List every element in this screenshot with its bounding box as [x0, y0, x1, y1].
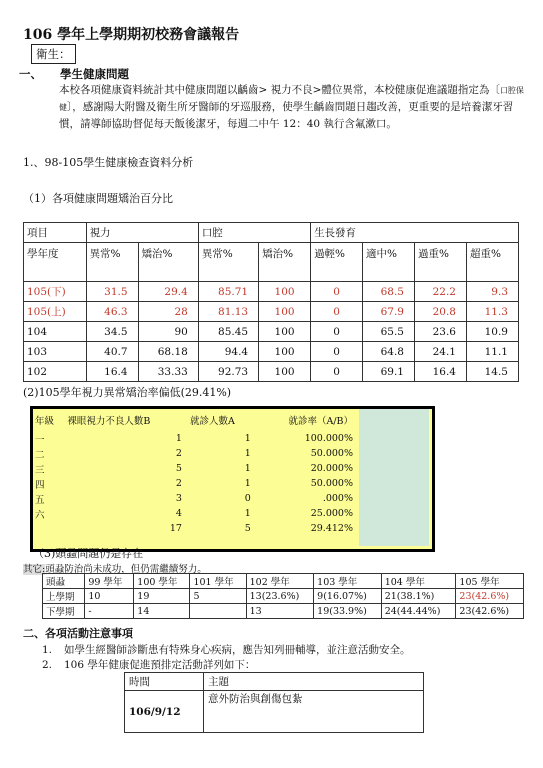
table-header: 異常%	[198, 243, 258, 282]
table-header: 103 學年	[314, 574, 382, 589]
list-text: 如學生經醫師診斷患有特殊身心疾病，應告知列冊輔導，並注意活動安全。	[64, 644, 411, 656]
list-text: 106 學年健康促進預排定活動詳列如下：	[64, 659, 256, 671]
table-cell: 2	[175, 448, 182, 459]
table-header: 時間	[125, 673, 204, 691]
table-row	[33, 476, 359, 491]
table-header: 適中%	[363, 243, 415, 282]
table-cell: 5	[190, 589, 246, 604]
table-cell: 105(下)	[24, 282, 87, 302]
table-header: 過重%	[415, 243, 467, 282]
table-cell: 0	[311, 362, 363, 382]
table-cell: 23(42.6%)	[456, 589, 524, 604]
table-row	[33, 491, 359, 506]
list-item	[42, 657, 255, 672]
table-header: 102 學年	[246, 574, 314, 589]
table-cell: 106/9/12	[125, 691, 204, 733]
table-row	[125, 691, 424, 733]
table-cell: 64.8	[363, 342, 415, 362]
table-row	[24, 302, 519, 322]
paragraph-text-1: 本校各項健康資料統計其中健康問題以齲齒> 視力不良>體位異常，本校健康促進議題指定為〔	[59, 84, 500, 96]
table-header: 104 學年	[381, 574, 456, 589]
table-cell: 28	[138, 302, 198, 322]
table-row	[33, 446, 359, 461]
table-cell: 1	[244, 433, 251, 444]
table-cell: 4	[175, 508, 182, 519]
vision-table	[33, 409, 359, 536]
table-cell	[190, 604, 246, 619]
table-header: 視力	[86, 223, 198, 243]
table-cell: 四	[35, 479, 45, 491]
table-cell: 22.2	[415, 282, 467, 302]
table-cell: 100	[259, 342, 311, 362]
table-header: 異常%	[86, 243, 138, 282]
table-header: 年級	[35, 416, 55, 427]
table-cell: 5	[244, 523, 251, 534]
table-cell: -	[85, 604, 134, 619]
table-cell: 9(16.07%)	[314, 589, 382, 604]
table-cell: 100	[259, 362, 311, 382]
table-cell	[33, 521, 65, 536]
table-header: 超重%	[466, 243, 518, 282]
table-cell: 0	[311, 342, 363, 362]
table-cell: 0	[311, 302, 363, 322]
table-header: 101 學年	[190, 574, 246, 589]
table-cell: 50.000%	[310, 448, 353, 459]
table-header: 項目	[24, 223, 87, 243]
table-cell: 上學期	[43, 589, 85, 604]
table-cell: 85.71	[198, 282, 258, 302]
table-cell: 1	[244, 508, 251, 519]
table-cell: 16.4	[415, 362, 467, 382]
table-cell: 94.4	[198, 342, 258, 362]
table-header: 矯治%	[259, 243, 311, 282]
table-cell: 19	[134, 589, 190, 604]
table-cell: 50.000%	[310, 478, 353, 489]
table-cell: 10	[85, 589, 134, 604]
table-row	[24, 362, 519, 382]
table-cell: 23.6	[415, 322, 467, 342]
table-cell: 85.45	[198, 322, 258, 342]
table-cell: 下學期	[43, 604, 85, 619]
list-item	[42, 642, 411, 657]
section-1-number: 一、	[19, 67, 42, 81]
table-row	[24, 322, 519, 342]
table-header: 學年度	[24, 243, 87, 282]
table-cell: 24.1	[415, 342, 467, 362]
paragraph-small-text: 口腔保健	[59, 86, 524, 112]
table-cell: 三	[35, 464, 45, 476]
table-header: 過輕%	[311, 243, 363, 282]
table-row	[33, 461, 359, 476]
table-cell: 六	[35, 509, 45, 521]
table-header: 主題	[204, 673, 424, 691]
table-row	[43, 589, 524, 604]
table-cell: 33.33	[138, 362, 198, 382]
table-cell: 20.000%	[310, 463, 353, 474]
table-row	[33, 521, 359, 536]
subheading-lice: （3)頭蝨問題仍是存在	[33, 547, 144, 560]
table-cell: 13(23.6%)	[246, 589, 314, 604]
vision-table-side-panel	[359, 409, 429, 546]
table-cell: 13	[246, 604, 314, 619]
table-cell: 9.3	[466, 282, 518, 302]
health-table	[23, 222, 519, 382]
table-cell: 意外防治與創傷包紮	[204, 691, 424, 733]
table-row	[33, 431, 359, 446]
table-cell: 21(38.1%)	[381, 589, 456, 604]
paragraph-text-2: 〕，感謝陽大附醫及衛生所牙醫師的牙巡服務，使學生齲齒問題日趨改善，更重要的是培養潔牙習慣，請導師協助督促每天飯後潔牙，每週二中午 12：40 執行含氟漱口。	[59, 101, 514, 130]
table-cell: 14.5	[466, 362, 518, 382]
table-cell: 5	[175, 463, 182, 474]
table-cell: 10.9	[466, 322, 518, 342]
table-cell: 3	[175, 493, 182, 504]
table-cell: 92.73	[198, 362, 258, 382]
table-cell: 65.5	[363, 322, 415, 342]
table-header: 99 學年	[85, 574, 134, 589]
table-header: 100 學年	[134, 574, 190, 589]
table-header: 矯治%	[138, 243, 198, 282]
table-header: 105 學年	[456, 574, 524, 589]
section-1-heading	[19, 66, 129, 82]
table-cell: 1	[175, 433, 182, 444]
table-cell: 1	[244, 478, 251, 489]
table-cell: 25.000%	[310, 508, 353, 519]
other-text: 頭蝨防治尚未成功，但仍需繼續努力。	[45, 564, 207, 575]
table-cell: 29.4	[138, 282, 198, 302]
table-header: 就診人數A	[189, 416, 235, 427]
list-number: 2.	[42, 659, 53, 671]
table-header: 生長發育	[311, 223, 519, 243]
subheading-analysis: 1.、98-105學生健康檢查資料分析	[23, 156, 194, 169]
table-cell: 90	[138, 322, 198, 342]
section-1-title: 學生健康問題	[60, 67, 130, 81]
table-row	[43, 604, 524, 619]
table-row	[24, 342, 519, 362]
table-cell: 11.3	[466, 302, 518, 322]
table-cell: 29.412%	[310, 523, 353, 534]
table-cell: 69.1	[363, 362, 415, 382]
table-cell: 46.3	[86, 302, 138, 322]
table-cell: 100.000%	[304, 433, 353, 444]
table-cell: 0	[311, 282, 363, 302]
table-cell: 0	[311, 322, 363, 342]
table-row	[24, 282, 519, 302]
table-row	[33, 506, 359, 521]
table-cell: 105(上)	[24, 302, 87, 322]
table-cell: 102	[24, 362, 87, 382]
table-cell: 1	[244, 463, 251, 474]
subheading-percentages: （1）各項健康問題矯治百分比	[23, 192, 173, 205]
page-title: 106 學年上學期期初校務會議報告	[23, 27, 240, 43]
table-cell: 20.8	[415, 302, 467, 322]
table-header: 裸眼視力不良人數B	[67, 416, 151, 427]
section-2-heading: 二、各項活動注意事項	[23, 627, 133, 640]
table-cell: 68.5	[363, 282, 415, 302]
table-cell: 100	[259, 322, 311, 342]
table-cell: 14	[134, 604, 190, 619]
table-cell: 0	[244, 493, 251, 504]
table-cell: 100	[259, 282, 311, 302]
lice-table	[42, 573, 524, 619]
table-cell: .000%	[322, 493, 353, 504]
table-cell: 23(42.6%)	[456, 604, 524, 619]
table-cell: 一	[35, 434, 45, 446]
table-cell: 1	[244, 448, 251, 459]
table-cell: 11.1	[466, 342, 518, 362]
table-cell: 2	[175, 478, 182, 489]
table-cell: 五	[35, 494, 45, 506]
table-header: 口腔	[198, 223, 310, 243]
table-cell: 40.7	[86, 342, 138, 362]
unit-label: 衛生：	[31, 44, 76, 64]
table-header: 就診率（A/B）	[288, 416, 353, 427]
table-cell: 67.9	[363, 302, 415, 322]
health-paragraph	[59, 82, 525, 133]
table-cell: 103	[24, 342, 87, 362]
table-cell: 100	[259, 302, 311, 322]
other-label: 其它:	[23, 564, 46, 575]
table-header: 頭蝨	[43, 574, 85, 589]
table-cell: 24(44.44%)	[381, 604, 456, 619]
table-cell: 34.5	[86, 322, 138, 342]
table-cell: 19(33.9%)	[314, 604, 382, 619]
table-cell: 68.18	[138, 342, 198, 362]
table-cell: 104	[24, 322, 87, 342]
table-cell: 16.4	[86, 362, 138, 382]
list-number: 1.	[42, 644, 53, 656]
table-cell: 31.5	[86, 282, 138, 302]
table-cell: 17	[169, 523, 182, 534]
activity-table	[124, 672, 424, 733]
subheading-vision: (2)105學年視力異常矯治率偏低(29.41%)	[23, 386, 232, 399]
table-cell: 81.13	[198, 302, 258, 322]
table-cell: 二	[35, 449, 45, 461]
